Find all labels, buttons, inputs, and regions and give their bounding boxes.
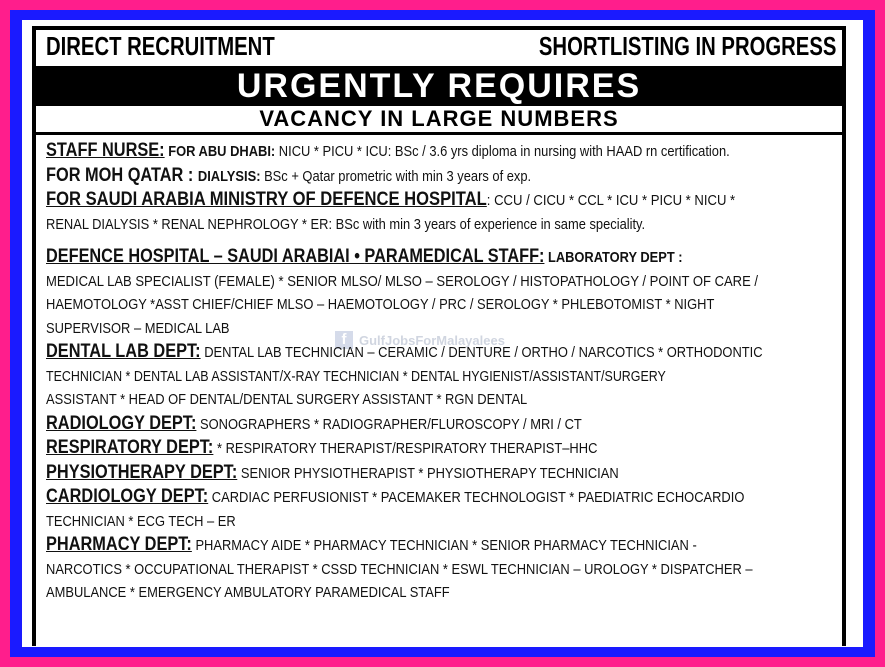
pharmacy-heading: PHARMACY DEPT: [46,534,192,555]
dental-first: DENTAL LAB TECHNICIAN – CERAMIC / DENTURE / ORTHO / NARCOTICS * ORTHODONTIC [200,344,763,361]
paramedical-line-3: SUPERVISOR – MEDICAL LAB [46,319,230,337]
direct-recruitment-label: DIRECT RECRUITMENT [46,30,275,61]
cardiology-line-2: TECHNICIAN * ECG TECH – ER [46,512,236,530]
staff-nurse-line [46,139,730,164]
pharmacy-line-1 [46,533,727,558]
respiratory-line [46,436,727,461]
watermark-text: GulfJobsForMalayalees [359,332,505,348]
saudi-mod-line-1 [46,188,737,213]
cardiology-line-1 [46,485,745,510]
shortlisting-label: SHORTLISTING IN PROGRESS [538,30,836,61]
moh-qatar-heading: FOR MOH QATAR : [46,164,198,186]
dental-line-1 [46,340,763,365]
physio-text: SENIOR PHYSIOTHERAPIST * PHYSIOTHERAPY TECHNICIAN [237,464,619,482]
paramedical-heading: PARAMEDICAL STAFF: [364,246,545,267]
dental-heading: DENTAL LAB DEPT: [46,341,201,362]
radiology-heading: RADIOLOGY DEPT: [46,412,197,434]
physio-heading: PHYSIOTHERAPY DEPT: [46,461,238,483]
staff-nurse-heading: STAFF NURSE: [46,140,165,161]
respiratory-text: * RESPIRATORY THERAPIST/RESPIRATORY THERAPIST–HHC [213,440,598,457]
moh-qatar-line [46,164,727,189]
radiology-text: SONOGRAPHERS * RADIOGRAPHER/FLUROSCOPY / MRI / CT [196,415,582,433]
vacancy-subbanner: VACANCY IN LARGE NUMBERS [36,106,842,135]
pharmacy-line-2: NARCOTICS * OCCUPATIONAL THERAPIST * CSSD TECHNICIAN * ESWL TECHNICIAN – UROLOGY * DISPATCHER – [46,560,753,578]
staff-nurse-text: NICU * PICU * ICU: BSc / 3.6 yrs diploma in nursing with HAAD rn certification. [275,143,730,160]
facebook-icon: f [335,331,353,349]
paramedical-line-1: MEDICAL LAB SPECIALIST (FEMALE) * SENIOR MLSO/ MLSO – SEROLOGY / HISTOPATHOLOGY / POINT OF CARE / [46,272,759,290]
vacancy-content [46,139,838,605]
pharmacy-first: PHARMACY AIDE * PHARMACY TECHNICIAN * SENIOR PHARMACY TECHNICIAN - [191,537,697,554]
urgently-requires-banner: URGENTLY REQUIRES [36,66,842,106]
moh-qatar-sub: DIALYSIS: [197,167,261,185]
saudi-mod-heading: FOR SAUDI ARABIA MINISTRY OF DEFENCE HOSPITAL [46,189,487,210]
respiratory-heading: RESPIRATORY DEPT: [46,437,214,458]
saudi-mod-text-2b: : BSc with min 3 years of experience in same speciality. [328,215,646,233]
defence-hospital-heading: DEFENCE HOSPITAL – SAUDI ARABIAI • [46,246,365,267]
physio-line [46,461,727,486]
staff-nurse-location: FOR ABU DHABI: [164,143,276,160]
saudi-mod-text-1: : CCU / CICU * CCL * ICU * PICU * NICU * [486,192,736,209]
paramedical-heading-line [46,245,725,270]
top-bar [36,28,842,64]
dental-line-3: ASSISTANT * HEAD OF DENTAL/DENTAL SURGERY ASSISTANT * RGN DENTAL [46,391,528,408]
saudi-mod-text-2a: RENAL DIALYSIS * RENAL NEPHROLOGY * ER [46,215,329,233]
cardiology-heading: CARDIOLOGY DEPT: [46,486,209,507]
dental-line-2: TECHNICIAN * DENTAL LAB ASSISTANT/X-RAY TECHNICIAN * DENTAL HYGIENIST/ASSISTANT/SURGERY [46,367,666,385]
saudi-mod-line-2 [46,213,727,237]
moh-qatar-text: BSc + Qatar prometric with min 3 years of exp. [260,167,532,185]
radiology-line [46,412,727,437]
pharmacy-line-3: AMBULANCE * EMERGENCY AMBULATORY PARAMEDICAL STAFF [46,584,450,601]
cardiology-first: CARDIAC PERFUSIONIST * PACEMAKER TECHNOLOGIST * PAEDIATRIC ECHOCARDIO [208,489,745,506]
paramedical-line-2: HAEMOTOLOGY *ASST CHIEF/CHIEF MLSO – HAEMOTOLOGY / PRC / SEROLOGY * PHLEBOTOMIST * NIGHT [46,296,715,313]
laboratory-dept-label: LABORATORY DEPT : [544,249,683,266]
